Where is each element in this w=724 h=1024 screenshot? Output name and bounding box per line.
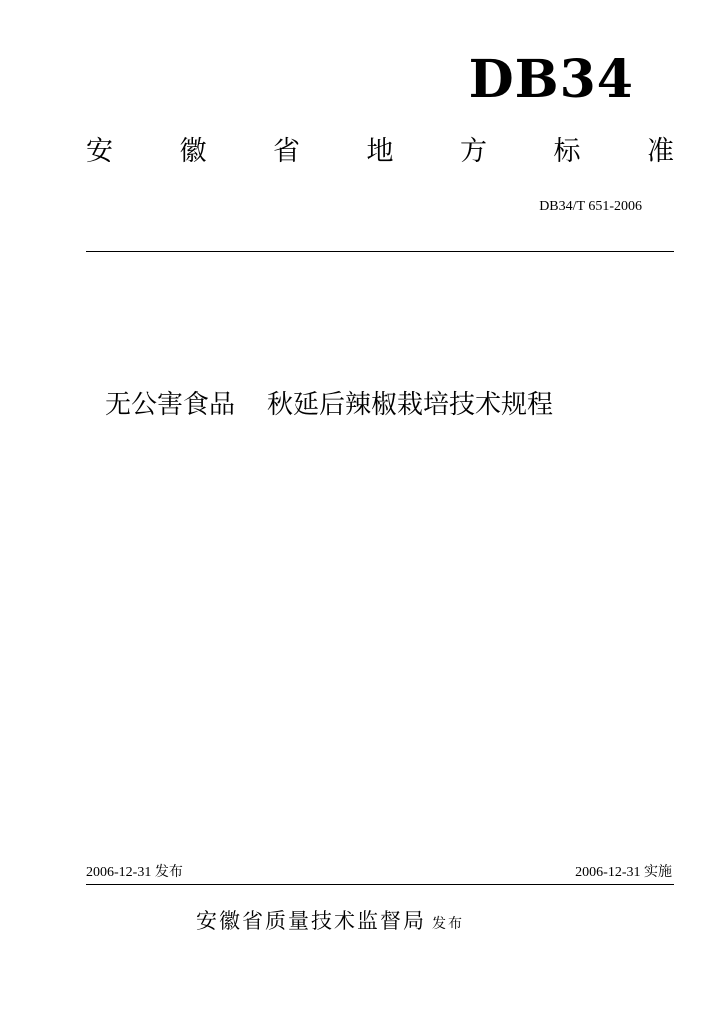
standard-number: DB34/T 651-2006 (539, 199, 642, 214)
issuer-suffix: 发布 (432, 916, 464, 932)
standard-type-char: 徽 (179, 136, 207, 167)
release-date: 2006-12-31 发布 (86, 865, 183, 880)
standard-type-char: 准 (647, 136, 674, 167)
document-title-main: 秋延后辣椒栽培技术规程 (267, 390, 554, 420)
issuing-authority (196, 906, 464, 939)
standard-type-char: 方 (460, 136, 487, 167)
implementation-date: 2006-12-31 实施 (575, 865, 672, 880)
standard-type-char: 标 (553, 136, 581, 167)
document-title-category: 无公害食品 (105, 390, 236, 420)
standard-type-heading (86, 134, 674, 170)
standard-type-char: 安 (86, 136, 113, 167)
header-divider (86, 251, 674, 252)
footer-divider (86, 884, 674, 885)
document-title (105, 388, 553, 422)
standard-type-char: 省 (273, 136, 300, 167)
issuer-name: 安徽省质量技术监督局 (196, 909, 426, 933)
standard-type-char: 地 (366, 136, 394, 167)
standard-code-mark: DB34 (468, 49, 634, 110)
